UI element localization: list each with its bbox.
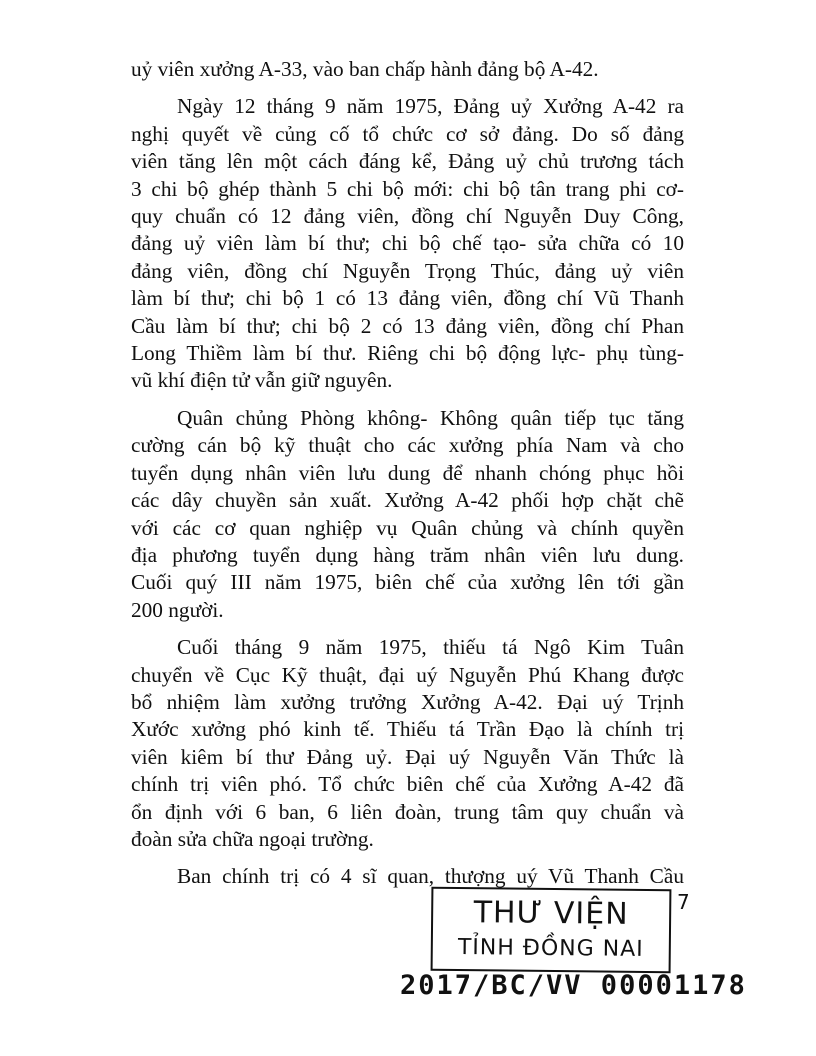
text-line: Ban chính trị có 4 sĩ quan, thượng uý Vũ Thanh Cầu	[177, 864, 684, 889]
text-line: nghị quyết về củng cố tổ chức cơ sở đảng. Do số đảng	[131, 121, 684, 146]
text-line: vũ khí điện tử vẫn giữ nguyên.	[131, 368, 393, 393]
paragraph	[131, 93, 684, 394]
text-line: 200 người.	[131, 597, 224, 622]
text-line: chuyển về Cục Kỹ thuật, đại uý Nguyễn Phú Khang được	[131, 662, 684, 687]
text-line: địa phương tuyển dụng hàng trăm nhân viên lưu dung.	[131, 542, 684, 567]
text-line: Ngày 12 tháng 9 năm 1975, Đảng uỷ Xưởng A-42 ra	[177, 94, 684, 119]
text-line: các dây chuyền sản xuất. Xưởng A-42 phối hợp chặt chẽ	[131, 488, 684, 513]
text-line: chính trị viên phó. Tổ chức biên chế của Xưởng A-42 đã	[131, 772, 684, 797]
paragraph	[131, 405, 684, 624]
stamp-line-2: TỈNH ĐỒNG NAI	[457, 935, 644, 962]
text-line: Long Thiềm làm bí thư. Riêng chi bộ động lực- phụ tùng-	[131, 341, 684, 366]
paragraph	[131, 634, 684, 853]
text-line: đoàn sửa chữa ngoại trường.	[131, 826, 374, 851]
text-line: đảng viên, đồng chí Nguyễn Trọng Thúc, đảng uỷ viên	[131, 258, 684, 283]
text-line: Cầu làm bí thư; chi bộ 2 có 13 đảng viên, đồng chí Phan	[131, 313, 684, 338]
text-line: cường cán bộ kỹ thuật cho các xưởng phía Nam và cho	[131, 433, 684, 458]
text-line: 3 chi bộ ghép thành 5 chi bộ mới: chi bộ tân trang phi cơ-	[131, 176, 684, 201]
text-line: viên tăng lên một cách đáng kể, Đảng uỷ chủ trương tách	[131, 149, 684, 174]
text-line: ổn định với 6 ban, 6 liên đoàn, trung tâm quy chuẩn và	[131, 799, 684, 824]
paragraph	[131, 56, 684, 83]
text-line: Quân chủng Phòng không- Không quân tiếp tục tăng	[177, 405, 684, 430]
library-stamp	[431, 887, 672, 974]
paragraph	[131, 863, 684, 890]
text-line: tuyển dụng nhân viên lưu dung để nhanh chóng phục hồi	[131, 460, 684, 485]
text-line: Cuối tháng 9 năm 1975, thiếu tá Ngô Kim Tuân	[177, 635, 684, 660]
text-line: viên kiêm bí thư Đảng uỷ. Đại uý Nguyễn Văn Thức là	[131, 744, 684, 769]
text-line: bổ nhiệm làm xưởng trưởng Xưởng A-42. Đại uý Trịnh	[131, 689, 684, 714]
text-line: đảng uỷ viên làm bí thư; chi bộ chế tạo- sửa chữa có 10	[131, 231, 684, 256]
body-text	[131, 56, 684, 901]
text-line: quy chuẩn có 12 đảng viên, đồng chí Nguyễn Duy Công,	[131, 204, 684, 229]
page-number: 7	[677, 890, 690, 914]
text-line: Xước xưởng phó kinh tế. Thiếu tá Trần Đạo là chính trị	[131, 717, 684, 742]
text-line: Cuối quý III năm 1975, biên chế của xưởng lên tới gần	[131, 570, 684, 595]
accession-number: 2017/BC/VV 00001178	[400, 970, 747, 1001]
stamp-line-1: THƯ VIỆN	[473, 895, 629, 932]
text-line: uỷ viên xưởng A-33, vào ban chấp hành đảng bộ A-42.	[131, 57, 599, 81]
text-line: với các cơ quan nghiệp vụ Quân chủng và chính quyền	[131, 515, 684, 540]
text-line: làm bí thư; chi bộ 1 có 13 đảng viên, đồng chí Vũ Thanh	[131, 286, 684, 311]
